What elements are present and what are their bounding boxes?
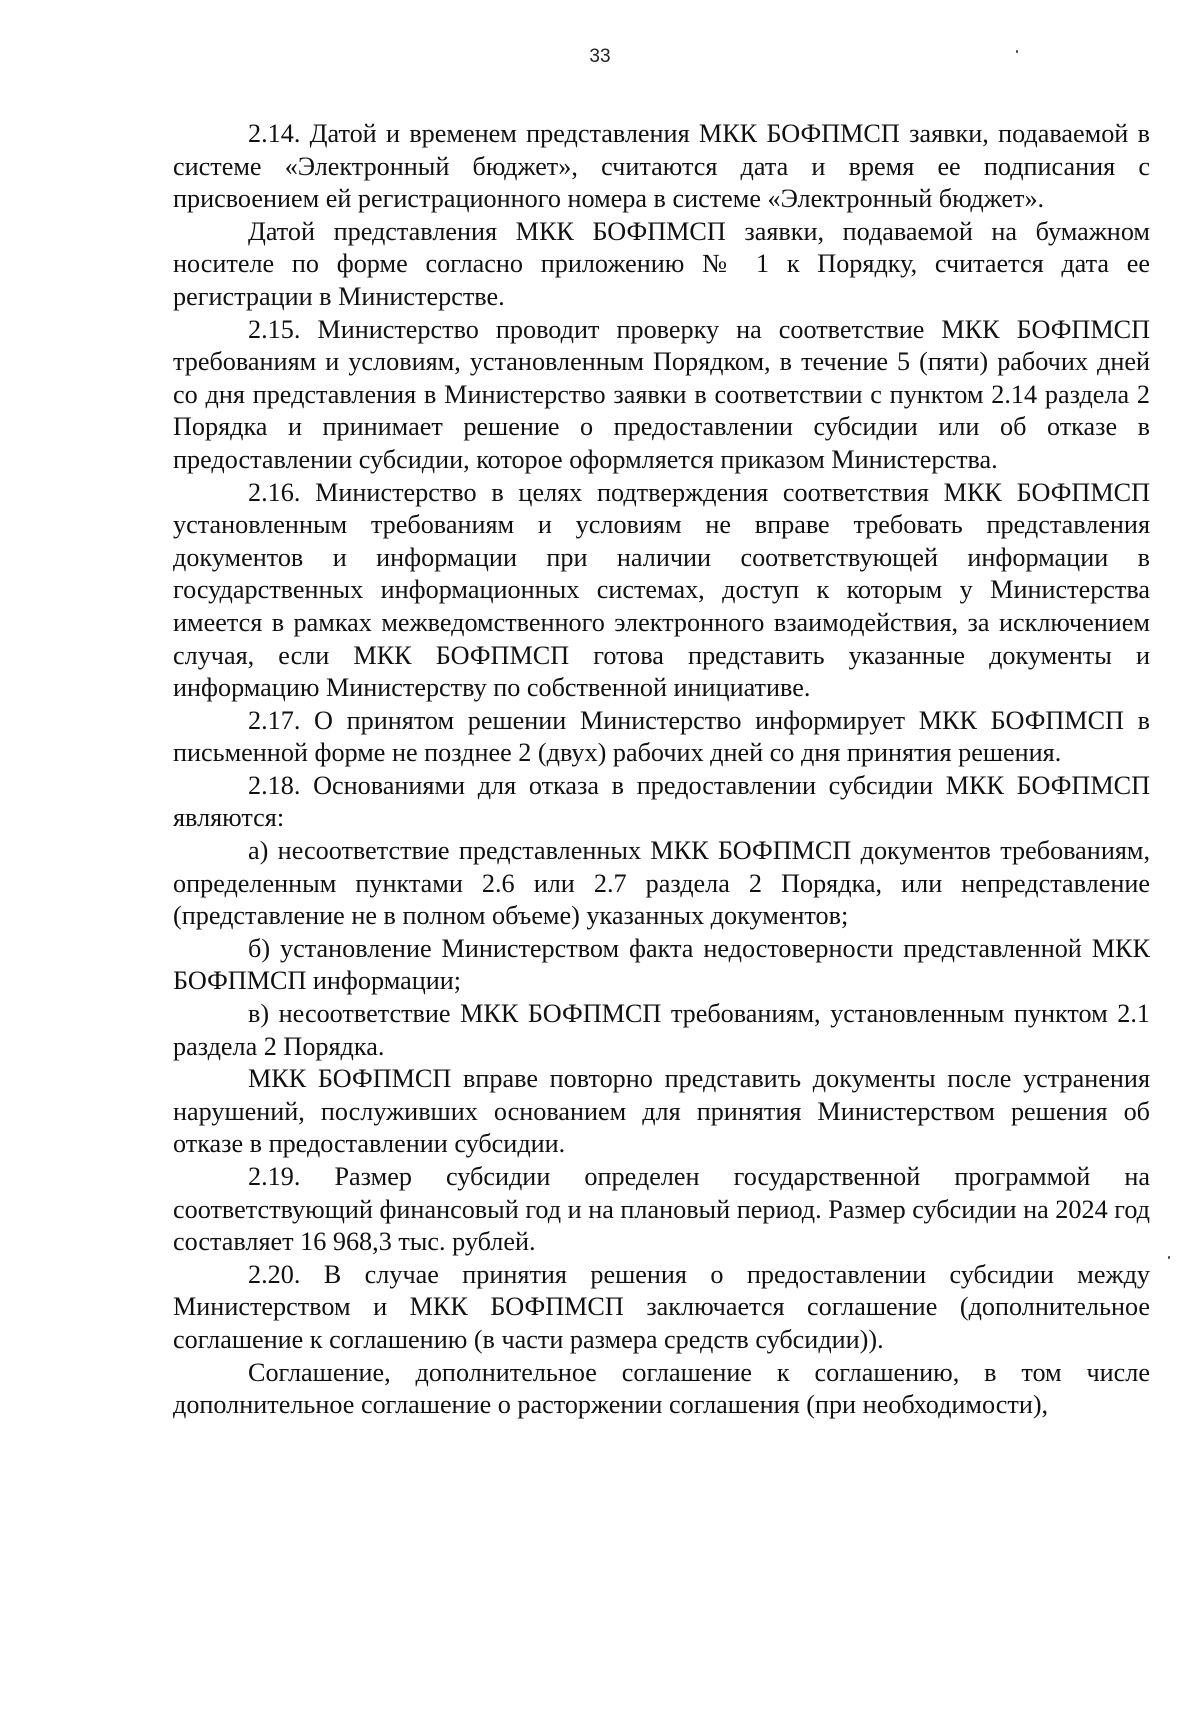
paragraph-2-18: 2.18. Основаниями для отказа в предоставлении субсидии МКК БОФПМСП являются:	[173, 770, 1150, 833]
paragraph-2-17: 2.17. О принятом решении Министерство информирует МКК БОФПМСП в письменной форме не позднее 2 (двух) рабочих дней со дня принятия решения.	[173, 705, 1150, 768]
paragraph-2-16: 2.16. Министерство в целях подтверждения соответствия МКК БОФПМСП установленным требованиям и условиям не вправе требовать представления документов и информации при наличии соответствующей информации в государственных информационных системах, доступ к которым у Министерства имеется в рамках межведомственного электронного взаимодействия, за исключением случая, если МКК БОФПМСП готова представить указанные документы и информацию Министерству по собственной инициативе.	[173, 477, 1150, 703]
document-body	[173, 118, 1150, 1422]
scan-speck	[1016, 50, 1018, 53]
paragraph-2-15: 2.15. Министерство проводит проверку на соответствие МКК БОФПМСП требованиям и условиям, установленным Порядком, в течение 5 (пяти) рабочих дней со дня представления в Министерство заявки в соответствии с пунктом 2.14 раздела 2 Порядка и принимает решение о предоставлении субсидии или об отказе в предоставлении субсидии, которое оформляется приказом Министерства.	[173, 314, 1150, 474]
paragraph-submission-paper: Датой представления МКК БОФПМСП заявки, подаваемой на бумажном носителе по форме согласно приложению № 1 к Порядку, считается дата ее регистрации в Министерстве.	[173, 216, 1150, 311]
list-item-b: б) установление Министерством факта недостоверности представленной МКК БОФПМСП информации;	[173, 933, 1150, 996]
page-number: 33	[589, 46, 611, 67]
list-item-v: в) несоответствие МКК БОФПМСП требованиям, установленным пунктом 2.1 раздела 2 Порядка.	[173, 999, 1150, 1061]
paragraph-2-19: 2.19. Размер субсидии определен государственной программой на соответствующий финансовый год и на плановый период. Размер субсидии на 2024 год составляет 16 968,3 тыс. рублей.	[173, 1162, 1150, 1257]
scan-speck	[1168, 1256, 1170, 1259]
paragraph-2-14: 2.14. Датой и временем представления МКК БОФПМСП заявки, подаваемой в системе «Электронный бюджет», считаются дата и время ее подписания с присвоением ей регистрационного номера в системе «Электронный бюджет».	[173, 119, 1150, 214]
paragraph-agreement: Соглашение, дополнительное соглашение к соглашению, в том числе дополнительное соглашение о расторжении соглашения (при необходимости),	[173, 1357, 1150, 1420]
list-item-a: а) несоответствие представленных МКК БОФПМСП документов требованиям, определенным пунктами 2.6 или 2.7 раздела 2 Порядка, или непредставление (представление не в полном объеме) указанных документов;	[173, 836, 1150, 931]
paragraph-2-20: 2.20. В случае принятия решения о предоставлении субсидии между Министерством и МКК БОФПМСП заключается соглашение (дополнительное соглашение к соглашению (в части размера средств субсидии)).	[173, 1259, 1150, 1354]
paragraph-resubmission: МКК БОФПМСП вправе повторно представить документы после устранения нарушений, послуживших основанием для принятия Министерством решения об отказе в предоставлении субсидии.	[173, 1064, 1150, 1159]
